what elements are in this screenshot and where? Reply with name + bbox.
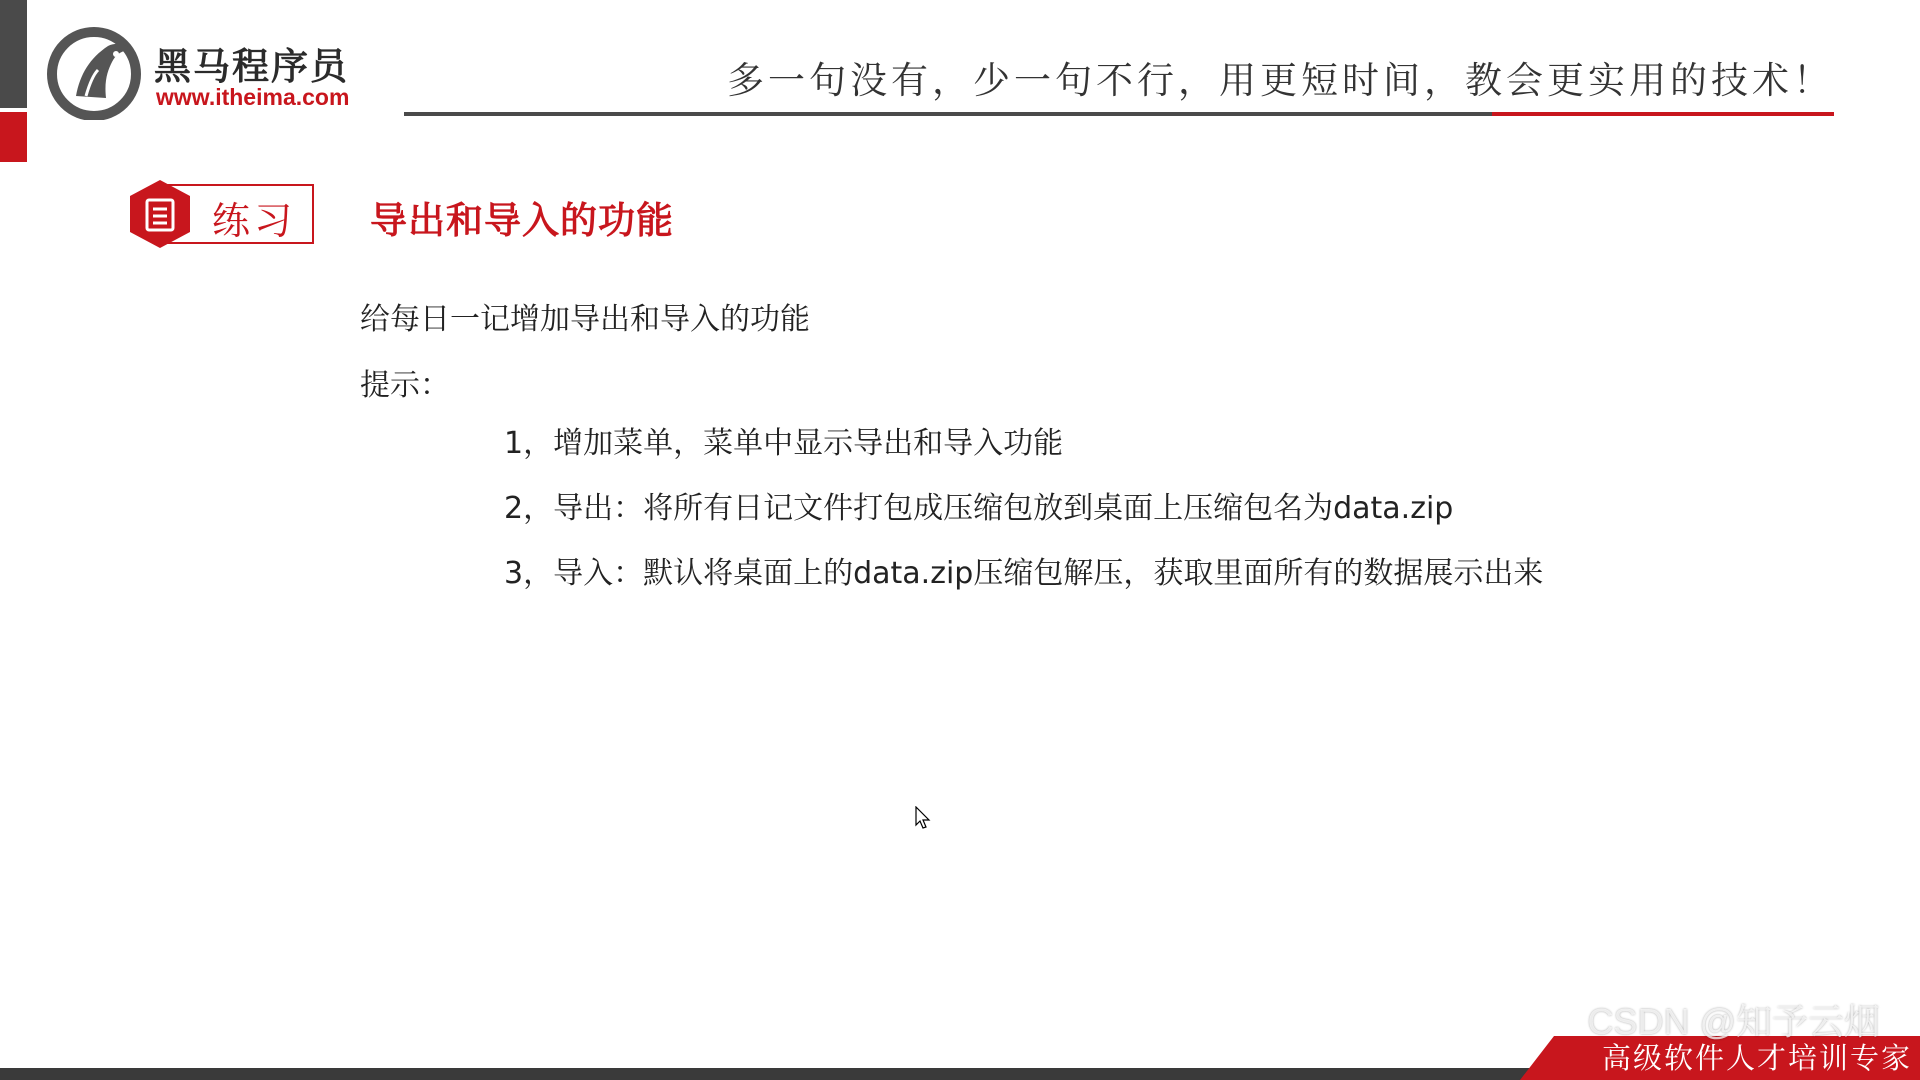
hint-item: 2，导出：将所有日记文件打包成压缩包放到桌面上压缩包名为data.zip <box>504 491 1454 526</box>
hint-heading: 提示： <box>360 368 450 403</box>
brand-name: 黑马程序员 <box>154 45 349 88</box>
exercise-badge-label: 练习 <box>212 199 297 243</box>
section-title: 导出和导入的功能 <box>370 199 674 242</box>
watermark: CSDN @知予云烟 <box>1587 1001 1880 1042</box>
exercise-badge <box>126 178 316 250</box>
brand-logo <box>46 26 376 120</box>
footer-tagline: 高级软件人才培训专家 <box>1601 1041 1912 1075</box>
header-slogan: 多一句没有，少一句不行，用更短时间，教会更实用的技术！ <box>727 59 1834 102</box>
left-edge-gray-bar <box>0 0 27 108</box>
horse-logo-icon <box>46 26 146 120</box>
hint-item: 1，增加菜单，菜单中显示导出和导入功能 <box>504 426 1064 461</box>
left-edge-red-bar <box>0 112 27 162</box>
header-rule <box>404 112 1494 116</box>
brand-url: www.itheima.com <box>156 84 350 110</box>
hint-list <box>504 424 1543 619</box>
task-description: 给每日一记增加导出和导入的功能 <box>360 302 810 337</box>
document-icon <box>126 178 194 250</box>
hint-item: 3，导入：默认将桌面上的data.zip压缩包解压，获取里面所有的数据展示出来 <box>504 556 1544 591</box>
mouse-pointer-icon <box>915 806 931 830</box>
header-rule-accent <box>1492 112 1834 116</box>
